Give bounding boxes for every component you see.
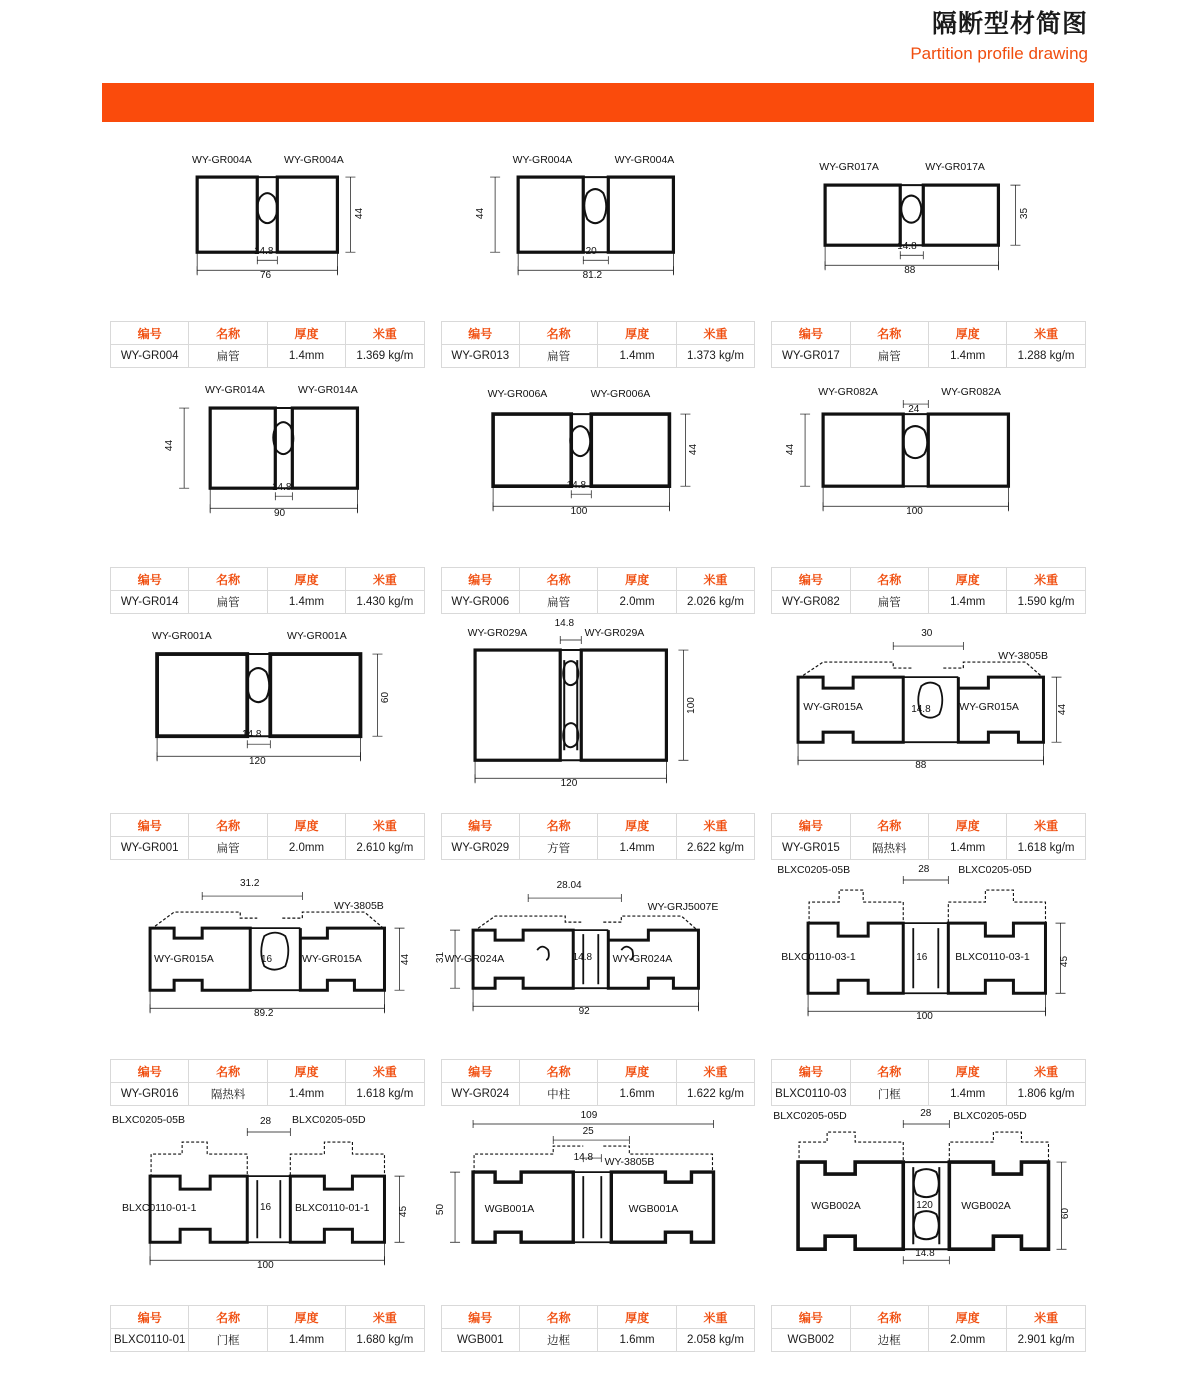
th-code: 编号 [111, 1060, 189, 1083]
part-label: WY-GR029A [584, 627, 645, 639]
td-thickness: 2.0mm [928, 1329, 1006, 1352]
td-weight: 1.288 kg/m [1007, 345, 1085, 368]
th-thickness: 厚度 [598, 1060, 676, 1083]
td-code: WY-GR014 [111, 591, 189, 614]
profile-drawing [763, 622, 1094, 812]
dim-inner: 14.8 [911, 704, 931, 715]
th-thickness: 厚度 [928, 814, 1006, 837]
td-weight: 1.430 kg/m [346, 591, 424, 614]
td-weight: 2.610 kg/m [346, 837, 424, 860]
th-weight: 米重 [1007, 814, 1085, 837]
profile-diagram-svg [433, 376, 764, 566]
th-thickness: 厚度 [928, 322, 1006, 345]
top-part-label: BLXC0205-05D [958, 864, 1032, 876]
spec-table [771, 1305, 1086, 1352]
th-thickness: 厚度 [598, 322, 676, 345]
part-label: WY-GR004A [512, 154, 573, 166]
dim-width: 88 [915, 760, 927, 771]
th-thickness: 厚度 [267, 1060, 345, 1083]
profile-drawing [433, 376, 764, 566]
td-name: 隔热料 [850, 837, 928, 860]
dim-top: 28 [260, 1116, 272, 1127]
td-name: 扁管 [189, 591, 267, 614]
profile-card-wy-gr004 [102, 130, 433, 376]
td-code: WY-GR006 [441, 591, 519, 614]
part-label: WY-GR024A [444, 953, 505, 965]
td-thickness: 2.0mm [267, 837, 345, 860]
td-code: WY-GR024 [441, 1083, 519, 1106]
dim-height: 44 [400, 953, 412, 966]
spec-table [441, 567, 756, 614]
dim-width: 120 [560, 778, 578, 789]
td-thickness: 2.0mm [598, 591, 676, 614]
th-thickness: 厚度 [928, 1306, 1006, 1329]
dim-inner: 14.8 [915, 1248, 935, 1259]
profile-card-wy-gr082 [763, 376, 1094, 622]
th-name: 名称 [189, 1060, 267, 1083]
dim-height: 44 [354, 207, 366, 220]
td-thickness: 1.6mm [598, 1329, 676, 1352]
spec-table [771, 321, 1086, 368]
td-code: WGB002 [772, 1329, 850, 1352]
dim-top: 31.2 [240, 878, 260, 889]
part-label: WY-GR015A [959, 701, 1019, 713]
th-name: 名称 [189, 814, 267, 837]
th-name: 名称 [850, 322, 928, 345]
part-label: WGB002A [961, 1200, 1011, 1212]
td-thickness: 1.4mm [267, 1083, 345, 1106]
th-code: 编号 [772, 1060, 850, 1083]
profile-card-wy-gr017 [763, 130, 1094, 376]
td-name: 扁管 [189, 837, 267, 860]
spec-table [110, 567, 425, 614]
th-code: 编号 [772, 568, 850, 591]
part-label: WY-GR004A [284, 154, 344, 166]
dim-inner: 14.8 [572, 952, 593, 963]
profile-diagram-svg [763, 376, 1094, 566]
td-weight: 1.806 kg/m [1007, 1083, 1085, 1106]
th-weight: 米重 [346, 1060, 424, 1083]
th-thickness: 厚度 [598, 568, 676, 591]
td-code: WY-GR013 [441, 345, 519, 368]
dim-inner: 14.8 [242, 729, 262, 740]
th-name: 名称 [189, 1306, 267, 1329]
dim-inner: 16 [260, 1202, 272, 1213]
profile-card-wy-gr024 [433, 868, 764, 1114]
dim-inner: 24 [908, 404, 920, 415]
th-name: 名称 [189, 322, 267, 345]
profile-card-wgb002 [763, 1108, 1094, 1360]
profile-card-wy-gr006 [433, 376, 764, 622]
part-label: WY-GR006A [590, 388, 651, 400]
td-code: WY-GR029 [441, 837, 519, 860]
th-name: 名称 [519, 1306, 597, 1329]
td-weight: 1.618 kg/m [346, 1083, 424, 1106]
dim-width: 81.2 [582, 270, 603, 281]
dim-top: 28 [918, 864, 930, 875]
dim-height: 31 [434, 951, 446, 964]
td-weight: 2.901 kg/m [1007, 1329, 1085, 1352]
th-thickness: 厚度 [928, 568, 1006, 591]
spec-table [771, 1059, 1086, 1106]
profile-card-blxc0110-03 [763, 864, 1094, 1114]
th-code: 编号 [111, 1306, 189, 1329]
profile-drawing [763, 1108, 1094, 1304]
part-label: WY-GR015A [803, 701, 863, 713]
th-name: 名称 [519, 814, 597, 837]
dim-width: 120 [916, 1200, 933, 1211]
part-label: WGB002A [811, 1200, 861, 1212]
profile-drawing [763, 864, 1094, 1058]
profile-card-wy-gr013 [433, 130, 764, 376]
part-label: WY-GR004A [614, 154, 675, 166]
profile-diagram-svg [763, 868, 1094, 1058]
td-thickness: 1.6mm [598, 1083, 676, 1106]
profile-card-wy-gr001 [102, 622, 433, 868]
dim-height: 50 [434, 1203, 446, 1216]
th-name: 名称 [850, 1060, 928, 1083]
top-part-label: BLXC0205-05B [777, 864, 851, 876]
td-thickness: 1.4mm [267, 1329, 345, 1352]
td-weight: 2.026 kg/m [676, 591, 754, 614]
part-label: WY-GR082A [818, 386, 878, 398]
th-code: 编号 [441, 1306, 519, 1329]
th-weight: 米重 [1007, 1060, 1085, 1083]
spec-table [771, 813, 1086, 860]
dim-inner: 14.8 [897, 241, 917, 252]
profile-drawing [763, 130, 1094, 320]
dim-inner: 14.8 [272, 482, 292, 493]
th-code: 编号 [111, 322, 189, 345]
td-code: WY-GR016 [111, 1083, 189, 1106]
extra-part-label: WY-3805B [334, 900, 384, 912]
part-label: WY-GR015A [302, 953, 362, 965]
page-title-cn: 隔断型材简图 [931, 10, 1088, 38]
th-code: 编号 [441, 1060, 519, 1083]
td-name: 扁管 [850, 591, 928, 614]
profile-card-wgb001 [433, 1110, 764, 1360]
dim-height: 44 [164, 439, 176, 452]
th-code: 编号 [772, 1306, 850, 1329]
dim-width: 89.2 [254, 1008, 274, 1019]
profile-drawing [102, 1114, 433, 1304]
part-label: WY-GR015A [154, 953, 214, 965]
orange-banner-bar [102, 83, 1094, 122]
profile-drawing [433, 130, 764, 320]
spec-table [110, 1059, 425, 1106]
td-weight: 2.622 kg/m [676, 837, 754, 860]
td-weight: 1.369 kg/m [346, 345, 424, 368]
spec-table [110, 1305, 425, 1352]
extra-part-label: WY-GRJ5007E [647, 901, 719, 913]
th-thickness: 厚度 [267, 568, 345, 591]
th-thickness: 厚度 [267, 1306, 345, 1329]
dim-height: 60 [380, 691, 392, 704]
dim-width: 92 [578, 1006, 590, 1017]
td-code: WY-GR001 [111, 837, 189, 860]
extra-part-label: WY-3805B [604, 1156, 655, 1168]
th-name: 名称 [519, 1060, 597, 1083]
part-label: WY-GR004A [192, 154, 252, 166]
profile-drawing [102, 130, 433, 320]
th-name: 名称 [519, 322, 597, 345]
profile-drawing [433, 1110, 764, 1304]
dim-height: 45 [398, 1205, 410, 1218]
td-name: 中柱 [519, 1083, 597, 1106]
td-name: 门框 [850, 1083, 928, 1106]
profile-diagram-svg [102, 376, 433, 566]
td-name: 扁管 [519, 345, 597, 368]
td-thickness: 1.4mm [598, 345, 676, 368]
td-thickness: 1.4mm [598, 837, 676, 860]
profile-drawing [102, 622, 433, 812]
td-name: 方管 [519, 837, 597, 860]
th-weight: 米重 [346, 568, 424, 591]
td-code: WY-GR004 [111, 345, 189, 368]
profile-diagram-svg [102, 622, 433, 812]
part-label: WY-GR017A [819, 161, 879, 173]
td-weight: 1.590 kg/m [1007, 591, 1085, 614]
td-name: 门框 [189, 1329, 267, 1352]
dim-inner: 20 [585, 246, 597, 257]
part-label: WY-GR017A [925, 161, 985, 173]
td-thickness: 1.4mm [928, 345, 1006, 368]
profile-diagram-svg [433, 1114, 764, 1304]
profile-card-wy-gr016 [102, 868, 433, 1114]
dim-width: 88 [904, 265, 916, 276]
dim-width: 100 [570, 506, 588, 517]
td-code: WGB001 [441, 1329, 519, 1352]
dim-inner: 14.8 [254, 246, 274, 257]
th-code: 编号 [441, 814, 519, 837]
part-label: WY-GR014A [298, 384, 358, 396]
dim-width: 100 [906, 506, 923, 517]
td-thickness: 1.4mm [267, 345, 345, 368]
dim-top: 30 [921, 628, 933, 639]
profile-card-blxc0110-01 [102, 1114, 433, 1360]
top-part-label: BLXC0205-05D [953, 1110, 1027, 1122]
part-label: WGB001A [628, 1203, 679, 1215]
spec-table [441, 321, 756, 368]
dim-inner: 14.8 [566, 480, 587, 491]
th-name: 名称 [850, 1306, 928, 1329]
th-weight: 米重 [346, 1306, 424, 1329]
td-name: 扁管 [850, 345, 928, 368]
td-thickness: 1.4mm [928, 837, 1006, 860]
th-code: 编号 [441, 568, 519, 591]
page-header [910, 8, 1088, 66]
th-code: 编号 [111, 568, 189, 591]
dim-height: 35 [1019, 207, 1031, 220]
th-code: 编号 [772, 322, 850, 345]
dim-inner: 14.8 [554, 618, 575, 629]
td-name: 扁管 [519, 591, 597, 614]
dim-top: 25 [582, 1126, 594, 1137]
td-thickness: 1.4mm [928, 591, 1006, 614]
profile-grid [102, 130, 1094, 1360]
th-thickness: 厚度 [267, 814, 345, 837]
td-name: 隔热料 [189, 1083, 267, 1106]
th-weight: 米重 [676, 322, 754, 345]
top-part-label: BLXC0205-05D [292, 1114, 366, 1126]
dim-width: 100 [916, 1011, 933, 1022]
part-label: WY-GR014A [205, 384, 265, 396]
dim-height: 100 [685, 697, 697, 714]
th-thickness: 厚度 [598, 1306, 676, 1329]
th-thickness: 厚度 [928, 1060, 1006, 1083]
td-weight: 1.680 kg/m [346, 1329, 424, 1352]
dim-height: 44 [785, 443, 797, 456]
th-code: 编号 [441, 322, 519, 345]
profile-drawing [433, 618, 764, 812]
part-label: WY-GR029A [467, 627, 528, 639]
td-code: BLXC0110-01 [111, 1329, 189, 1352]
dim-top: 28.04 [556, 880, 582, 891]
profile-card-wy-gr014 [102, 376, 433, 622]
spec-table [110, 813, 425, 860]
profile-drawing [433, 868, 764, 1058]
td-weight: 2.058 kg/m [676, 1329, 754, 1352]
td-code: WY-GR015 [772, 837, 850, 860]
profile-diagram-svg [433, 130, 764, 320]
part-label: WGB001A [484, 1203, 535, 1215]
part-label: BLXC0110-01-1 [122, 1202, 197, 1214]
profile-card-wy-gr029 [433, 618, 764, 868]
profile-diagram-svg [102, 130, 433, 320]
dim-height: 44 [1057, 703, 1069, 716]
th-weight: 米重 [346, 322, 424, 345]
th-weight: 米重 [1007, 322, 1085, 345]
th-name: 名称 [519, 568, 597, 591]
profile-drawing [102, 868, 433, 1058]
dim-top: 28 [920, 1108, 932, 1119]
td-code: WY-GR017 [772, 345, 850, 368]
th-name: 名称 [850, 568, 928, 591]
profile-card-wy-gr015 [763, 622, 1094, 868]
td-name: 边框 [850, 1329, 928, 1352]
profile-drawing [763, 376, 1094, 566]
profile-diagram-svg [763, 130, 1094, 320]
td-thickness: 1.4mm [928, 1083, 1006, 1106]
dim-width: 109 [580, 1110, 598, 1121]
th-weight: 米重 [676, 568, 754, 591]
spec-table [441, 1305, 756, 1352]
th-name: 名称 [850, 814, 928, 837]
td-name: 边框 [519, 1329, 597, 1352]
dim-height: 44 [687, 443, 699, 456]
th-thickness: 厚度 [267, 322, 345, 345]
td-weight: 1.618 kg/m [1007, 837, 1085, 860]
th-code: 编号 [772, 814, 850, 837]
spec-table [110, 321, 425, 368]
td-code: BLXC0110-03 [772, 1083, 850, 1106]
dim-inner: 14.8 [573, 1152, 594, 1163]
part-label: WY-GR024A [612, 953, 673, 965]
top-part-label: BLXC0205-05B [112, 1114, 185, 1126]
part-label: BLXC0110-03-1 [781, 951, 856, 963]
part-label: WY-GR001A [287, 630, 347, 642]
th-weight: 米重 [676, 1306, 754, 1329]
td-code: WY-GR082 [772, 591, 850, 614]
part-label: WY-GR006A [487, 388, 548, 400]
profile-drawing [102, 376, 433, 566]
th-weight: 米重 [676, 1060, 754, 1083]
dim-height: 45 [1059, 955, 1071, 968]
dim-inner: 16 [261, 954, 273, 965]
part-label: WY-GR001A [152, 630, 212, 642]
part-label: BLXC0110-01-1 [295, 1202, 370, 1214]
spec-table [441, 1059, 756, 1106]
th-weight: 米重 [1007, 568, 1085, 591]
td-weight: 1.373 kg/m [676, 345, 754, 368]
part-label: WY-GR082A [941, 386, 1001, 398]
dim-width: 120 [249, 756, 266, 767]
th-weight: 米重 [676, 814, 754, 837]
th-name: 名称 [189, 568, 267, 591]
profile-diagram-svg [433, 622, 764, 812]
dim-width: 90 [274, 508, 286, 519]
th-weight: 米重 [1007, 1306, 1085, 1329]
spec-table [771, 567, 1086, 614]
dim-height: 60 [1060, 1207, 1072, 1220]
td-name: 扁管 [189, 345, 267, 368]
th-code: 编号 [111, 814, 189, 837]
part-label: BLXC0110-03-1 [955, 951, 1030, 963]
td-thickness: 1.4mm [267, 591, 345, 614]
td-weight: 1.622 kg/m [676, 1083, 754, 1106]
spec-table [441, 813, 756, 860]
dim-width: 100 [257, 1260, 274, 1271]
th-thickness: 厚度 [598, 814, 676, 837]
page-title-en: Partition profile drawing [910, 44, 1088, 63]
top-part-label: BLXC0205-05D [773, 1110, 847, 1122]
dim-width: 76 [260, 270, 272, 281]
extra-part-label: WY-3805B [998, 650, 1048, 662]
dim-inner: 16 [916, 952, 928, 963]
th-weight: 米重 [346, 814, 424, 837]
dim-height: 44 [474, 207, 486, 220]
